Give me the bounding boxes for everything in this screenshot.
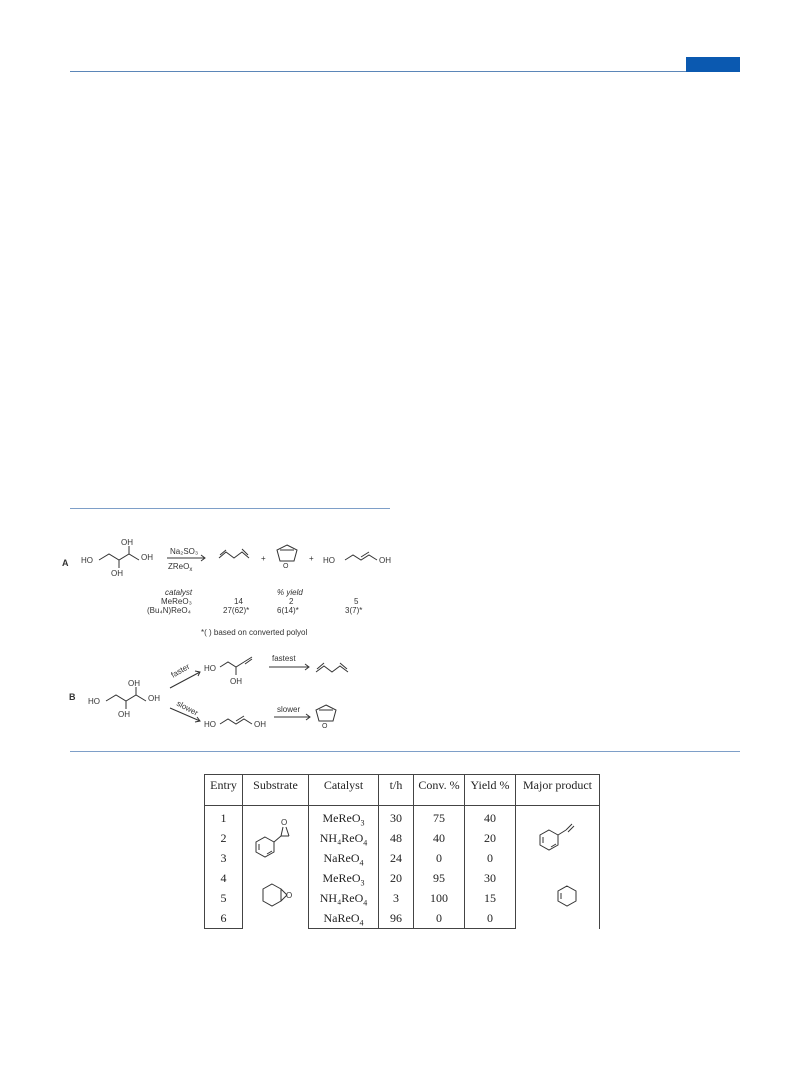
styrene-structure bbox=[528, 810, 588, 862]
entry-cell: 5 bbox=[205, 888, 243, 908]
col-substrate: Substrate bbox=[243, 775, 309, 806]
conversion-cell: 0 bbox=[414, 848, 465, 868]
yield-row-2-c: 3(7)* bbox=[345, 606, 363, 615]
b-butenediol-oh: OH bbox=[254, 720, 266, 729]
plus-1: + bbox=[261, 554, 266, 563]
erythritol-oh-top: OH bbox=[121, 538, 133, 547]
header-rule bbox=[70, 71, 740, 72]
catalyst-cell: NaReO$_4$ bbox=[309, 848, 379, 868]
butadiene bbox=[219, 552, 249, 558]
time-cell: 96 bbox=[379, 908, 414, 929]
butenediol-ho: HO bbox=[323, 556, 335, 565]
erythritol-ho: HO bbox=[81, 556, 93, 565]
reagent-bottom: ZReO$_x$ bbox=[168, 562, 193, 573]
table-row bbox=[205, 806, 600, 829]
time-cell: 3 bbox=[379, 888, 414, 908]
erythritol-oh-bottom: OH bbox=[111, 569, 123, 578]
conversion-cell: 100 bbox=[414, 888, 465, 908]
col-conversion: Conv. % bbox=[414, 775, 465, 806]
catalyst-cell: NaReO$_4$ bbox=[309, 908, 379, 929]
slower-label: slower bbox=[277, 705, 301, 714]
b-erythritol-oh-top: OH bbox=[128, 679, 140, 688]
figure-top-rule bbox=[70, 508, 390, 509]
entry-cell: 3 bbox=[205, 848, 243, 868]
styrene-oxide-structure bbox=[251, 810, 301, 862]
catalyst-cell: NH₄ReO$_4$ bbox=[309, 888, 379, 908]
slower-diag-label: slower bbox=[175, 698, 200, 718]
yield-row-2-b: 6(14)* bbox=[277, 606, 299, 615]
butenediol-intermediate bbox=[220, 662, 244, 667]
yield-cell: 30 bbox=[465, 868, 516, 888]
substrate-styrene-oxide bbox=[243, 806, 309, 869]
epoxide-oxygen-2: O bbox=[285, 891, 292, 901]
b-ring-oxygen: O bbox=[322, 723, 328, 730]
results-table-wrapper bbox=[204, 774, 600, 929]
time-cell: 48 bbox=[379, 828, 414, 848]
fastest-label: fastest bbox=[272, 654, 296, 663]
reaction-scheme bbox=[62, 528, 402, 738]
butenediol-oh: OH bbox=[379, 556, 391, 565]
conversion-cell: 75 bbox=[414, 806, 465, 829]
catalyst-cell: NH₄ReO$_4$ bbox=[309, 828, 379, 848]
col-time: t/h bbox=[379, 775, 414, 806]
scheme-svg bbox=[62, 528, 402, 738]
results-table bbox=[204, 774, 600, 929]
table-header-row bbox=[205, 775, 600, 806]
panel-a-label: A bbox=[62, 558, 69, 568]
time-cell: 20 bbox=[379, 868, 414, 888]
yield-row-1-a: 14 bbox=[234, 597, 243, 606]
ring-oxygen: O bbox=[283, 563, 289, 570]
cyclohexene-structure bbox=[528, 870, 588, 922]
epoxide-oxygen-1: O bbox=[280, 818, 287, 827]
butadiene-b bbox=[316, 666, 348, 672]
entry-cell: 4 bbox=[205, 868, 243, 888]
b-erythritol-oh-bottom: OH bbox=[118, 710, 130, 719]
dihydrofuran-b bbox=[316, 705, 336, 721]
intermediate-ho: HO bbox=[204, 664, 216, 673]
cat-row-2: (Bu₄N)ReO₄ bbox=[147, 606, 191, 615]
yield-cell: 0 bbox=[465, 848, 516, 868]
b-erythritol-ho: HO bbox=[88, 697, 100, 706]
entry-cell: 6 bbox=[205, 908, 243, 929]
yield-header: % yield bbox=[277, 588, 303, 597]
yield-cell: 15 bbox=[465, 888, 516, 908]
conversion-cell: 95 bbox=[414, 868, 465, 888]
yield-row-2-a: 27(62)* bbox=[223, 606, 250, 615]
figure-bottom-rule bbox=[70, 751, 740, 752]
cyclohexene-oxide-structure bbox=[251, 870, 301, 922]
entry-cell: 2 bbox=[205, 828, 243, 848]
header-accent-tab bbox=[686, 57, 740, 72]
reagent-top: Na₂SO₃ bbox=[170, 547, 199, 556]
b-erythritol-oh-right: OH bbox=[148, 694, 160, 703]
cat-row-1: MeReO₃ bbox=[161, 597, 192, 606]
yield-cell: 40 bbox=[465, 806, 516, 829]
catalyst-cell: MeReO$_3$ bbox=[309, 806, 379, 829]
col-major-product: Major product bbox=[516, 775, 600, 806]
yield-cell: 20 bbox=[465, 828, 516, 848]
product-cyclohexene bbox=[516, 868, 600, 929]
dihydrofuran-ring bbox=[277, 545, 297, 561]
catalyst-cell: MeReO$_3$ bbox=[309, 868, 379, 888]
table-row bbox=[205, 868, 600, 888]
plus-2: + bbox=[309, 554, 314, 563]
entry-cell: 1 bbox=[205, 806, 243, 829]
catalyst-header: catalyst bbox=[165, 588, 193, 597]
conversion-cell: 0 bbox=[414, 908, 465, 929]
faster-label: faster bbox=[169, 661, 192, 680]
panel-b-label: B bbox=[69, 692, 76, 702]
col-entry: Entry bbox=[205, 775, 243, 806]
yield-row-1-b: 2 bbox=[289, 597, 294, 606]
erythritol-oh-right: OH bbox=[141, 553, 153, 562]
butenediol-chain bbox=[345, 555, 377, 560]
col-yield: Yield % bbox=[465, 775, 516, 806]
product-styrene bbox=[516, 806, 600, 869]
time-cell: 24 bbox=[379, 848, 414, 868]
time-cell: 30 bbox=[379, 806, 414, 829]
erythritol-chain-b bbox=[106, 695, 146, 701]
intermediate-oh: OH bbox=[230, 677, 242, 686]
conversion-cell: 40 bbox=[414, 828, 465, 848]
col-catalyst: Catalyst bbox=[309, 775, 379, 806]
butenediol-b bbox=[220, 719, 252, 724]
substrate-cyclohexene-oxide bbox=[243, 868, 309, 929]
b-butenediol-ho: HO bbox=[204, 720, 216, 729]
yield-row-1-c: 5 bbox=[354, 597, 359, 606]
footnote: *( ) based on converted polyol bbox=[201, 628, 308, 637]
yield-cell: 0 bbox=[465, 908, 516, 929]
erythritol-chain bbox=[99, 554, 139, 560]
